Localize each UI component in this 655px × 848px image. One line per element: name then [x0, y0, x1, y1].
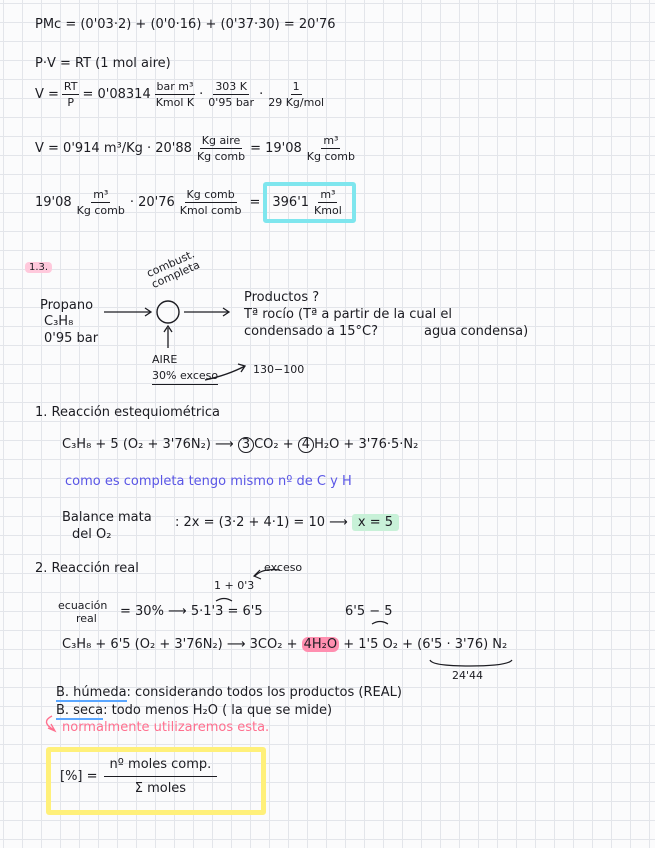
section-2-excess-sum: 1 + 0'3: [214, 579, 255, 592]
diagram-trocio-3: agua condensa): [424, 324, 529, 339]
coef-circle-3: 3: [238, 437, 254, 453]
diagram-combust-label: combust. completa: [144, 247, 202, 291]
coef-circle-4: 4: [298, 437, 314, 453]
section-1-title: 1. Reacción estequiométrica: [35, 405, 220, 420]
section-1-equation: C₃H₈ + 5 (O₂ + 3'76N₂) ⟶ 3 CO₂ + 4 H₂O + 3'76·5·N₂: [62, 437, 419, 452]
diagram-productos: Productos ?: [244, 290, 320, 305]
v1-lhs: V =: [35, 86, 59, 102]
v1-mid: = 0'08314: [82, 86, 151, 102]
ecuacion-label-2: real: [76, 612, 97, 625]
section-2-exceso: exceso: [264, 561, 303, 574]
formula: [%] = $\frac{\text{nº moles comp.}}{\text{Σ moles}}$: [60, 757, 220, 797]
v2-frac-units: $\frac{\text{m³}}{\text{Kg comb}}$: [306, 134, 355, 163]
v2-frac-air: $\frac{\text{Kg aire}}{\text{Kg comb}}$: [196, 134, 246, 163]
section-2-excess-calc: = 30% ⟶ 5·1'3 = 6'5: [120, 604, 263, 619]
v2-mid: = 19'08: [250, 140, 302, 156]
diagram-pressure: 0'95 bar: [44, 331, 99, 346]
v1-frac-rt: $\frac{RT}{P}$: [63, 80, 78, 109]
diagram-propano: Propano: [40, 298, 94, 313]
section-1-3-label: 1.3.: [25, 259, 52, 276]
v3-frac-2: $\frac{\text{Kg comb}}{\text{Kmol comb}}$: [179, 188, 242, 217]
eq-volume-1: V = $\frac{RT}{P}$ = 0'08314 $\frac{\text{bar m³}}{\text{Kmol K}}$ · $\frac{303 K}{\text{0'95 bar}}$ · $\frac{1}{\text{29 Kg/mol}}$: [35, 80, 325, 109]
section-2-equation: C₃H₈ + 6'5 (O₂ + 3'76N₂) ⟶ 3CO₂ + 4H₂O + 1'5 O₂ + (6'5 · 3'76) N₂: [62, 637, 508, 652]
eq-pv: P·V = RT (1 mol aire): [35, 56, 171, 71]
base-humeda-line: B. húmeda: considerando todos los productos (REAL): [56, 685, 402, 700]
base-seca-label: B. seca: [56, 703, 104, 718]
section-2-o2-excess: 6'5 − 5: [345, 604, 393, 619]
section-2-title: 2. Reacción real: [35, 561, 139, 576]
eq-volume-2: [35, 134, 360, 163]
balance-equation: : 2x = (3·2 + 4·1) = 10 ⟶ x = 5: [175, 515, 399, 531]
balance-label-1: Balance mata: [62, 510, 152, 525]
diagram-exceso: 30% exceso: [152, 368, 218, 385]
v3-lhs: 19'08: [35, 194, 72, 210]
v1-frac-molar: $\frac{1}{\text{29 Kg/mol}}$: [268, 80, 325, 109]
balance-result: x = 5: [352, 514, 399, 531]
balance-label-2: del O₂: [72, 527, 112, 542]
eq-pmc: PMc = (0'03·2) + (0'0·16) + (0'37·30) = 20'76: [35, 17, 336, 32]
ecuacion-label-1: ecuación: [58, 599, 108, 612]
n2-moles-value: 24'44: [452, 669, 484, 682]
base-seca-note: normalmente utilizaremos esta.: [62, 720, 270, 735]
diagram-c3h8: C₃H₈: [44, 314, 74, 329]
diagram-trocio-1: Tª rocío (Tª a partir de la cual el: [244, 307, 452, 322]
v2-lhs: V = 0'914 m³/Kg · 20'88: [35, 140, 192, 156]
diagram-trocio-2: condensado a 15°C?: [244, 324, 379, 339]
section-1-note: como es completa tengo mismo nº de C y H: [65, 474, 352, 489]
diagram-aire: AIRE: [152, 353, 178, 366]
water-highlight: 4H₂O: [303, 637, 338, 652]
v3-frac-1: $\frac{\text{m³}}{\text{Kg comb}}$: [76, 188, 125, 217]
v1-frac-temp: $\frac{303 K}{\text{0'95 bar}}$: [208, 80, 255, 109]
eq-volume-3: 19'08 $\frac{\text{m³}}{\text{Kg comb}}$ · 20'76 $\frac{\text{Kg comb}}{\text{Kmol comb}}$ = 396'1 $\frac{\text{m³}}{\text{Kmol}}$: [35, 182, 356, 223]
v3-mid: · 20'76: [129, 194, 175, 210]
v3-result-box: 396'1 $\frac{\text{m³}}{\text{Kmol}}$: [263, 182, 355, 223]
base-humeda-label: B. húmeda: [56, 685, 127, 700]
base-seca-line: B. seca: todo menos H₂O ( la que se mide): [56, 703, 333, 718]
v1-frac-units: $\frac{\text{bar m³}}{\text{Kmol K}}$: [155, 80, 195, 109]
diagram-range: 130−100: [253, 363, 305, 376]
